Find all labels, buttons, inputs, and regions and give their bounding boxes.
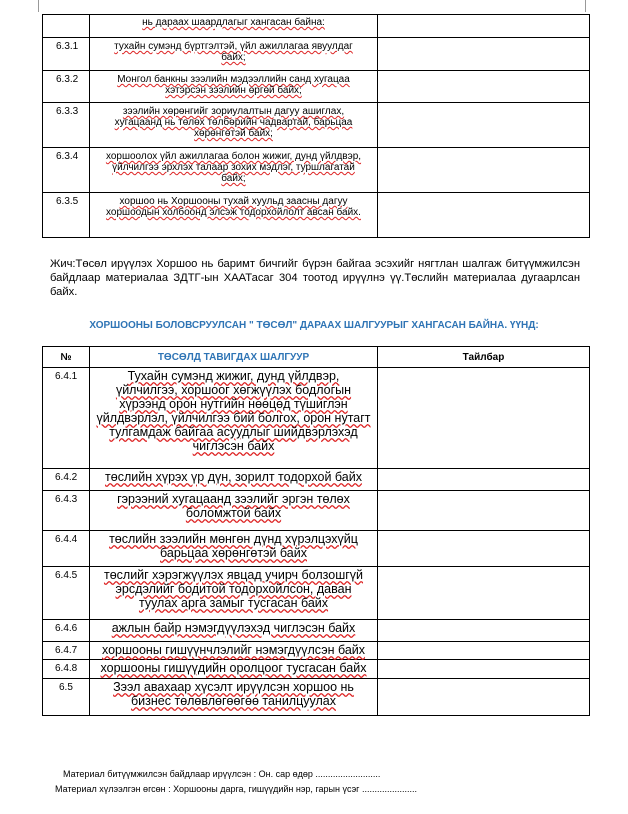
criteria-cell: ажлын байр нэмэгдүүлэхэд чиглэсэн байх bbox=[90, 620, 378, 642]
table-header-row bbox=[43, 347, 590, 368]
remark-cell bbox=[378, 38, 590, 71]
section-heading: ХОРШООНЫ БОЛОВСРУУЛСАН " ТӨСӨЛ" ДАРААХ ШАЛГУУРЫГ ХАНГАСАН БАЙНА. ҮҮНД: bbox=[89, 320, 539, 331]
table-row bbox=[43, 660, 590, 679]
criteria-cell: Монгол банкны зээлийн мэдээллийн санд хугацаа хэтэрсэн зээлийн өргөй байх; bbox=[90, 71, 378, 103]
row-number: 6.4.2 bbox=[43, 469, 90, 491]
table-row bbox=[43, 531, 590, 567]
criteria-cell: төслийн зээлийн мөнгөн дүнд хүрэлцэхүйц барьцаа хөрөнгөтэй байх bbox=[90, 531, 378, 567]
note-paragraph: Жич:Төсөл ирүүлэх Хоршоо нь баримт бичгийг бүрэн байгаа эсэхийг нягтлан шалгаж битүүмжилсэн байдлаар материалаа ЗДТГ-ын ХААТасаг 304 тоотод ирүүлнэ үү.Төслийн материалаа дугаарлсан байх. bbox=[50, 258, 580, 298]
table-row bbox=[43, 469, 590, 491]
row-number: 6.4.4 bbox=[43, 531, 90, 567]
remark-cell bbox=[378, 193, 590, 238]
criteria-table-6-3 bbox=[42, 14, 590, 238]
table-row bbox=[43, 620, 590, 642]
criteria-cell: Зээл авахаар хүсэлт ирүүлсэн хоршоо нь бизнес төлөвлөгөөгөө танилцуулах bbox=[90, 679, 378, 716]
remark-cell bbox=[378, 15, 590, 38]
table-row bbox=[43, 642, 590, 660]
table-row bbox=[43, 679, 590, 716]
remark-cell bbox=[378, 148, 590, 193]
row-number: 6.5 bbox=[43, 679, 90, 716]
criteria-cell: төслийг хэрэгжүүлэх явцад учирч болзошгүй эрсдэлийг бодитой тодорхойлсон, даван туулах арга замыг тусгасан байх bbox=[90, 567, 378, 620]
footer-line-handover: Материал хүлээлгэн өгсөн : Хоршооны дарга, гишүүдийн нэр, гарын үсэг ...................... bbox=[55, 784, 417, 794]
row-number: 6.3.1 bbox=[43, 38, 90, 71]
row-number: 6.3.3 bbox=[43, 103, 90, 148]
criteria-cell: хоршооны гишүүнчлэлийг нэмэгдүүлсэн байх bbox=[90, 642, 378, 660]
table-row bbox=[43, 71, 590, 103]
row-number: 6.3.4 bbox=[43, 148, 90, 193]
remark-cell bbox=[378, 642, 590, 660]
remark-cell bbox=[378, 531, 590, 567]
remark-cell bbox=[378, 620, 590, 642]
remark-cell bbox=[378, 679, 590, 716]
row-number: 6.4.7 bbox=[43, 642, 90, 660]
row-number: 6.4.3 bbox=[43, 491, 90, 531]
column-header-remarks: Тайлбар bbox=[378, 347, 590, 368]
remark-cell bbox=[378, 491, 590, 531]
remark-cell bbox=[378, 660, 590, 679]
criteria-cell: зээлийн хөрөнгийг зориулалтын дагуу ашиглах, хугацаанд нь төлөх төлбөрийн чадвартай, барьцаа хөрөнгөтэй байх; bbox=[90, 103, 378, 148]
criteria-cell: хоршоолох үйл ажиллагаа болон жижиг, дунд үйлдвэр, үйлчилгээ эрхлэх талаар зохих мэдлэг, туршлагатай байх; bbox=[90, 148, 378, 193]
row-number: 6.4.8 bbox=[43, 660, 90, 679]
remark-cell bbox=[378, 103, 590, 148]
table-row bbox=[43, 148, 590, 193]
remark-cell bbox=[378, 469, 590, 491]
criteria-cell: тухайн сумэнд бүртгэлтэй, үйл ажиллагаа явуулдаг байх; bbox=[90, 38, 378, 71]
table-row bbox=[43, 15, 590, 38]
column-header-criteria: ТӨСӨЛД ТАВИГДАХ ШАЛГУУР bbox=[90, 347, 378, 368]
table-row bbox=[43, 103, 590, 148]
table-row bbox=[43, 567, 590, 620]
remark-cell bbox=[378, 71, 590, 103]
column-header-number: № bbox=[43, 347, 90, 368]
criteria-table-6-4 bbox=[42, 346, 590, 716]
criteria-cell: хоршооны гишүүдийн оролцоог тусгасан байх bbox=[90, 660, 378, 679]
row-number: 6.4.5 bbox=[43, 567, 90, 620]
row-number: 6.3.2 bbox=[43, 71, 90, 103]
row-number: 6.4.1 bbox=[43, 368, 90, 469]
table-row bbox=[43, 38, 590, 71]
table-row bbox=[43, 193, 590, 238]
remark-cell bbox=[378, 368, 590, 469]
criteria-cell: гэрээний хугацаанд зээлийг эргэн төлөх боломжтой байх bbox=[90, 491, 378, 531]
row-number: 6.4.6 bbox=[43, 620, 90, 642]
page-corner-mark-right bbox=[585, 0, 586, 12]
criteria-cell: хоршоо нь Хоршооны тухай хуульд заасны дагуу хоршоодын холбоонд элсэж тодорхойлолт авсан байх. bbox=[90, 193, 378, 238]
footer-line-submitted: Материал битүүмжилсэн байдлаар ирүүлсэн : Он. сар өдөр .......................... bbox=[63, 769, 381, 779]
table-row bbox=[43, 491, 590, 531]
page-corner-mark-left bbox=[38, 0, 39, 12]
criteria-cell: Тухайн сумэнд жижиг, дунд үйлдвэр, үйлчилгээ, хоршоог хөгжүүлэх бодлогын хүрээнд орон нутгийн нөөцөд түшиглэн үйлдвэрлэл, үйлчилгээ бий болгох, орон нутагт тулгамдаж байгаа асуудлыг шийдвэрлэхэд чиглэсэн байх bbox=[90, 368, 378, 469]
criteria-cell: нь дараах шаардлагыг хангасан байна: bbox=[90, 15, 378, 38]
criteria-cell: төслийн хүрэх үр дүн, зорилт тодорхой байх bbox=[90, 469, 378, 491]
remark-cell bbox=[378, 567, 590, 620]
row-number: 6.3.5 bbox=[43, 193, 90, 238]
table-row bbox=[43, 368, 590, 469]
